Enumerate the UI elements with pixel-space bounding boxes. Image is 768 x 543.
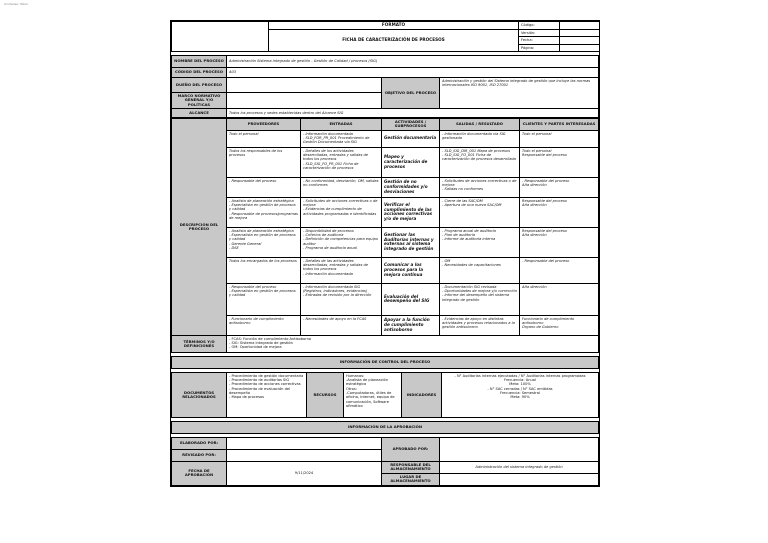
row-actividad: Verificar el cumplimiento de las acciones correctivas y/o de mejora: [382, 197, 440, 227]
row-clientes: Responsable del proceso Alta dirección: [520, 197, 599, 227]
elaborado-label: ELABORADO POR:: [172, 437, 227, 449]
row-clientes: - Responsable del proceso: [520, 257, 599, 283]
alcance-label: ALCANCE: [172, 108, 227, 117]
nombre-value: Administración Sistema Integrado de gestión - Gestión de Calidad / procesos (SIG): [227, 55, 599, 67]
docs-value: - Procedimiento de gestión documentaria - Procedimiento de auditorías SIG - Procedimiento de acciones correctivas - Procedimiento de evaluación del desempeño - Mapa de procesos: [227, 372, 307, 417]
process-row: [172, 227, 599, 257]
row-clientes: Responsable del proceso Alta dirección: [520, 227, 599, 257]
description-table: [171, 118, 599, 353]
row-clientes: Funcionario de cumplimiento antisoborno Órgano de Gobierno: [520, 315, 599, 335]
row-salidas: - Solicitudes de acciones correctivas o de mejora - Salidas no conformes: [440, 177, 520, 197]
row-proveedores: - Analista de planeación estratégica - Especialista en gestión de procesos y calidad - Gerente General - DSE: [227, 227, 301, 257]
process-row: [172, 257, 599, 283]
characterization-form: [170, 20, 600, 487]
nombre-label: NOMBRE DEL PROCESO: [172, 55, 227, 67]
recursos-value: Humanos: -Analista de planeación estratégica Otros: -Computadoras, útiles de oficina, internet, equipo de comunicación, Software ofimático: [344, 372, 402, 417]
row-salidas: - SLD_SIG_DIR_001 Mapa de procesos - SLD_SIG_FO_001 Ficha de caracterización de procesos desarrollada: [440, 147, 520, 177]
row-proveedores: Todos los encargados de los procesos: [227, 257, 301, 283]
row-entradas: - Disponibilidad de procesos - Criterios de auditoría - Definición de competencias para equipo auditor - Programa de auditoría anual: [301, 227, 382, 257]
row-entradas: - Necesidades de apoyo en la FCAS: [301, 315, 382, 335]
col-proveedores: PROVEEDORES: [227, 118, 301, 130]
col-entradas: ENTRADAS: [301, 118, 382, 130]
row-proveedores: - Analista de planeación estratégica - Especialista en gestión de procesos y calidad - Responsable de procesos/programas de mejora: [227, 197, 301, 227]
row-proveedores: Todo el personal: [227, 130, 301, 147]
aprobado-label: APROBADO POR:: [382, 437, 440, 461]
row-proveedores: Todos los responsables de los procesos: [227, 147, 301, 177]
process-row: [172, 130, 599, 147]
meta-page-label: Página:: [519, 44, 560, 51]
row-clientes: Todo el personal Responsable del proceso: [520, 147, 599, 177]
row-actividad: Apoyar a la función de cumplimiento antisoborno: [382, 315, 440, 335]
row-actividad: Gestión de no conformidades y/o desviaciones: [382, 177, 440, 197]
control-section-title: INFORMACIÓN DE CONTROL DEL PROCESO: [172, 356, 599, 368]
lugar-label: LUGAR DE ALMACENAMIENTO: [382, 473, 440, 485]
control-table: [171, 353, 599, 418]
revisado-value: [227, 449, 382, 461]
row-salidas: - Información documentada vía SIG gestionada: [440, 130, 520, 147]
row-clientes: Alta dirección: [520, 283, 599, 315]
process-row: [172, 315, 599, 335]
docs-label: DOCUMENTOS RELACIONADOS: [172, 372, 227, 417]
row-salidas: - Cierre de las SAC/OM - Apertura de una nueva SAC/OM: [440, 197, 520, 227]
meta-date-value: [560, 37, 600, 44]
lugar-value: [440, 473, 599, 485]
meta-page-value: [560, 44, 600, 51]
row-clientes: - Responsable del proceso Alta dirección: [520, 177, 599, 197]
codigo-label: CÓDIGO DEL PROCESO: [172, 67, 227, 77]
form-title: FICHA DE CARACTERIZACIÓN DE PROCESOS: [269, 30, 519, 52]
row-entradas: - Detalles de las actividades desarrolladas, entradas y salidas de todos los procesos - Información documentada: [301, 257, 382, 283]
aprobado-value: [440, 437, 599, 461]
row-actividad: Comunicar a los procesos para la mejora continua: [382, 257, 440, 283]
header-table: [171, 21, 600, 52]
terms-label: TÉRMINOS Y/O DEFINICIONES: [172, 335, 227, 352]
dueno-value: [227, 77, 382, 92]
row-entradas: - No conformidad, desviación, OM, salidas no conformes: [301, 177, 382, 197]
row-actividad: Mapeo y caracterización de procesos: [382, 147, 440, 177]
description-label: DESCRIPCIÓN DEL PROCESO: [172, 118, 227, 335]
indicadores-value: - N° Auditorías internas ejecutadas / N° Auditorías internas programadas Frecuencia: Anual Meta: 100% - N° SAC cerradas / N° SAC emitidas Frecuencia: Semestral Meta: 90%: [442, 372, 599, 417]
row-salidas: - Programa anual de auditoría - Plan de auditoría - Informe de auditoría interna: [440, 227, 520, 257]
meta-version-value: [560, 30, 600, 37]
row-salidas: - Documentación SIG revisada - Oportunidades de mejora y/o corrección - Informe del desempeño del sistema integrado de gestión: [440, 283, 520, 315]
process-row: [172, 283, 599, 315]
process-row: [172, 197, 599, 227]
responsable-label: RESPONSABLE DEL ALMACENAMIENTO: [382, 461, 440, 473]
row-clientes: Todo el personal: [520, 130, 599, 147]
elaborado-value: [227, 437, 382, 449]
process-row: [172, 147, 599, 177]
objetivo-value: Administración y gestión del Sistema integrado de gestión que incluye las normas internacionales ISO 9001, ISO 27001: [440, 77, 599, 108]
row-entradas: - Información documentada SIG (Registros, indicadores, evidencias) - Entradas de revisión por la dirección: [301, 283, 382, 315]
col-clientes: CLIENTES Y PARTES INTERESADAS: [520, 118, 599, 130]
col-actividades: ACTIVIDADES / SUBPROCESOS: [382, 118, 440, 130]
dueno-label: DUEÑO DEL PROCESO: [172, 77, 227, 92]
fecha-value: 9/11/2024: [227, 461, 382, 485]
meta-version-label: Versión:: [519, 30, 560, 37]
recursos-label: RECURSOS: [307, 372, 344, 417]
meta-code-value: [560, 22, 600, 30]
row-proveedores: - Responsable del proceso - Especialista en gestión de procesos y calidad: [227, 283, 301, 315]
format-label: FORMATO: [269, 22, 519, 30]
row-proveedores: - Funcionario de cumplimiento antisoborno: [227, 315, 301, 335]
row-entradas: - Información documentada - SLD_FOR_PR_001 Procedimiento de Gestión Documentada vía SIG: [301, 130, 382, 147]
row-salidas: - OM - Necesidades de capacitaciones: [440, 257, 520, 283]
marco-label: MARCO NORMATIVO GENERAL Y/O POLÍTICAS: [172, 92, 227, 108]
row-proveedores: - Responsable del proceso: [227, 177, 301, 197]
alcance-value: Todos los procesos y sedes establecidas dentro del Alcance SIG: [227, 108, 599, 117]
row-entradas: - Detalles de los actividades desarrolladas, entradas y salidas de todos los procesos - SLD_SIG_FO_PR_001 Ficha de caracterización de procesos: [301, 147, 382, 177]
codigo-value: A03: [227, 67, 599, 77]
approval-section-title: INFORMACIÓN DE LA APROBACIÓN: [172, 421, 599, 433]
meta-code-label: Código:: [519, 22, 560, 30]
row-actividad: Gestión documentaria: [382, 130, 440, 147]
terms-value: - FCAS: Función de cumplimiento Antisoborno - SIG: Sistema integrado de gestión - OM: Oportunidad de mejora: [227, 335, 599, 352]
corner-note: Unidades: Tabla: [4, 2, 28, 6]
responsable-value: Administración del sistema integrado de gestión: [440, 461, 599, 473]
objetivo-label: OBJETIVO DEL PROCESO: [382, 77, 440, 108]
process-row: [172, 177, 599, 197]
logo-cell: [172, 22, 269, 52]
indicadores-label: INDICADORES: [402, 372, 442, 417]
row-entradas: - Solicitudes de acciones correctivas o de mejora - Evidencias de cumplimiento de actividades programadas e identificadas: [301, 197, 382, 227]
fields-table: [171, 52, 599, 118]
row-salidas: - Evidencias de apoyo en distintas actividades y procesos relacionados a la gestión antisoborno: [440, 315, 520, 335]
fecha-label: FECHA DE APROBACIÓN: [172, 461, 227, 485]
row-actividad: Gestionar las Auditorías internas y externas al sistema integrado de gestión: [382, 227, 440, 257]
meta-date-label: Fecha:: [519, 37, 560, 44]
approval-table: [171, 418, 599, 486]
col-salidas: SALIDAS / RESULTADO: [440, 118, 520, 130]
revisado-label: REVISADO POR:: [172, 449, 227, 461]
row-actividad: Evaluación del desempeño del SIG: [382, 283, 440, 315]
marco-value: [227, 92, 382, 108]
